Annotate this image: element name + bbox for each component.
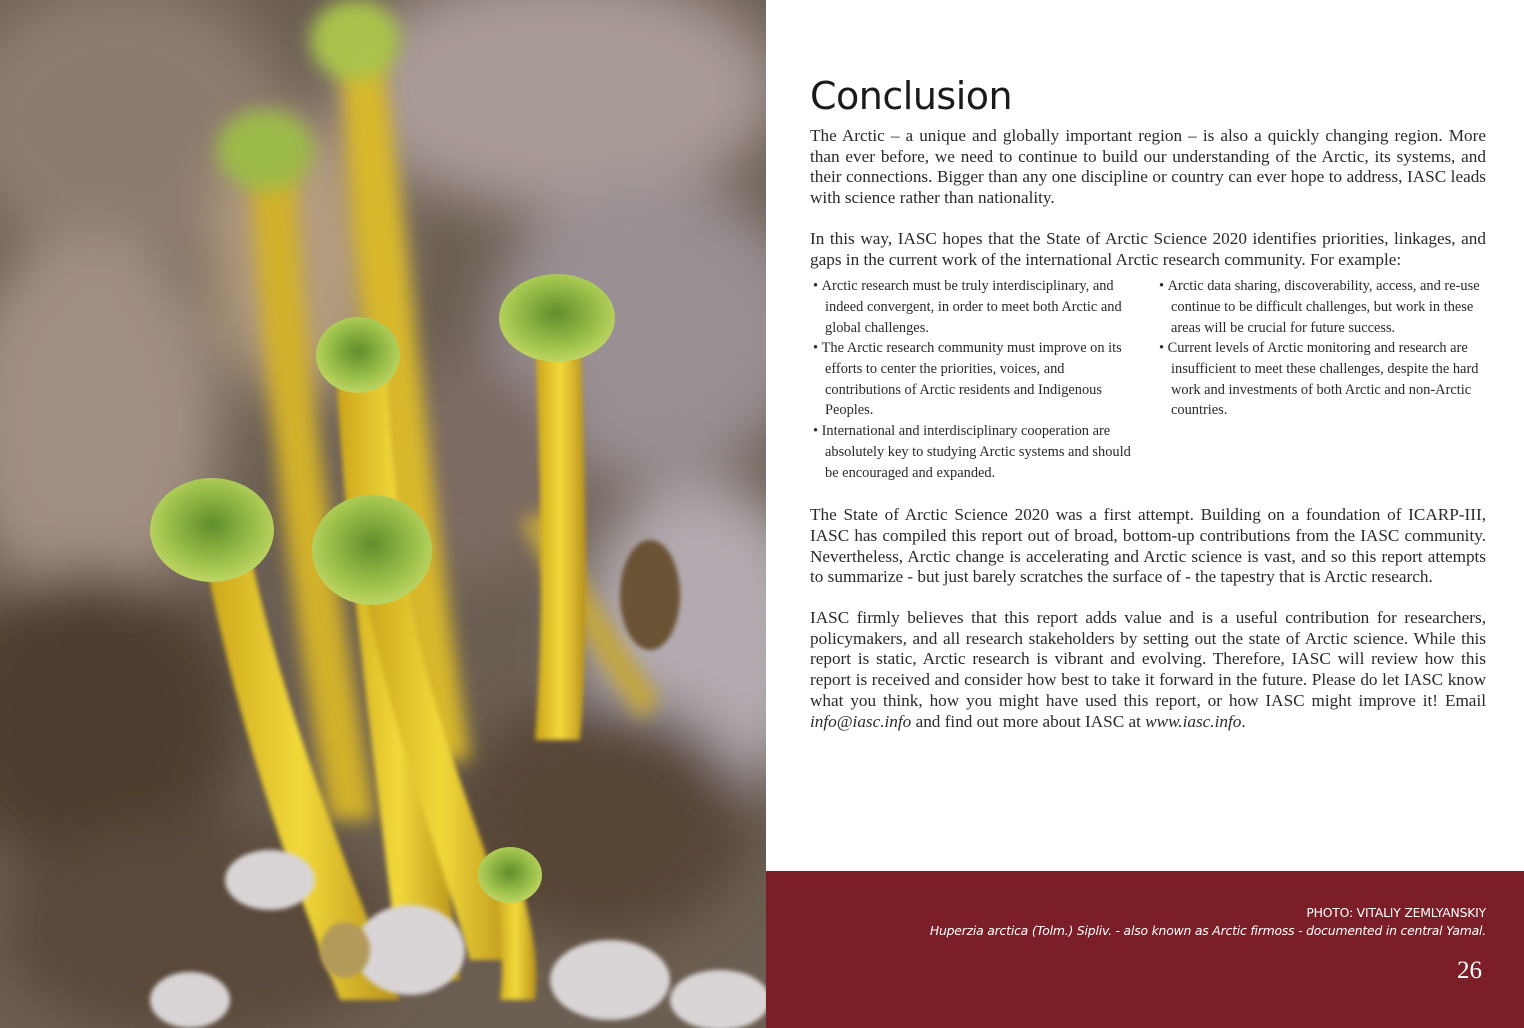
page-title: Conclusion — [810, 74, 1013, 118]
website-link[interactable]: www.iasc.info — [1145, 711, 1242, 731]
bullet-item: • Arctic research must be truly interdisciplinary, and indeed convergent, in order to meet both Arctic and global challenges. — [810, 276, 1140, 338]
feedback-text-mid: and find out more about IASC at — [915, 711, 1141, 731]
page-number: 26 — [1457, 957, 1482, 984]
feedback-text-end: . — [1241, 711, 1246, 731]
paragraph-priorities: In this way, IASC hopes that the State of Arctic Science 2020 identifies priorities, linkages, and gaps in the current work of the international Arctic research community. For example: — [810, 228, 1486, 269]
photo-caption: Huperzia arctica (Tolm.) Sipliv. - also known as Arctic firmoss - documented in central Yamal. — [929, 923, 1486, 938]
bullet-item: • International and interdisciplinary cooperation are absolutely key to studying Arctic systems and should be encouraged and expanded. — [810, 421, 1140, 483]
bullet-list-left — [810, 276, 1140, 483]
paragraph-feedback — [810, 608, 1486, 732]
bullet-item: • Current levels of Arctic monitoring and research are insufficient to meet these challenges, despite the hard work and investments of both Arctic and non-Arctic countries. — [1156, 338, 1486, 421]
bullet-item: • The Arctic research community must improve on its efforts to center the priorities, voices, and contributions of Arctic residents and Indigenous Peoples. — [810, 338, 1140, 421]
email-link[interactable]: info@iasc.info — [810, 711, 912, 731]
paragraph-intro: The Arctic – a unique and globally important region – is also a quickly changing region. More than ever before, we need to continue to build our understanding of the Arctic, its systems, and their connections. Bigger than any one discipline or country can ever hope to address, IASC leads with science rather than nationality. — [810, 126, 1486, 208]
footer-band — [766, 871, 1524, 1028]
bullet-item: • Arctic data sharing, discoverability, access, and re-use continue to be difficult challenges, but work in these areas will be crucial for future success. — [1156, 276, 1486, 338]
bullet-columns — [810, 276, 1486, 483]
photo-credit-block — [930, 904, 1486, 940]
paragraph-first-attempt: The State of Arctic Science 2020 was a first attempt. Building on a foundation of ICARP-III, IASC has compiled this report out of broad, bottom-up contributions from the IASC community. Nevertheless, Arctic change is accelerating and Arctic science is vast, and so this report attempts to summarize - but just barely scratches the surface of - the tapestry that is Arctic research. — [810, 505, 1486, 587]
photo-credit: PHOTO: VITALIY ZEMLYANSKIY — [1306, 905, 1486, 920]
conclusion-content — [810, 74, 1486, 752]
feedback-text: IASC firmly believes that this report adds value and is a useful contribution for researchers, policymakers, and all research stakeholders by setting out the state of Arctic science. While this report is static, Arctic research is vibrant and evolving. Therefore, IASC will review how this report is received and consider how best to take it forward in the future. Please do let IASC know what you think, how you might have used this report, or how IASC might improve it! Email — [810, 608, 1486, 710]
bullet-list-right — [1156, 276, 1486, 483]
